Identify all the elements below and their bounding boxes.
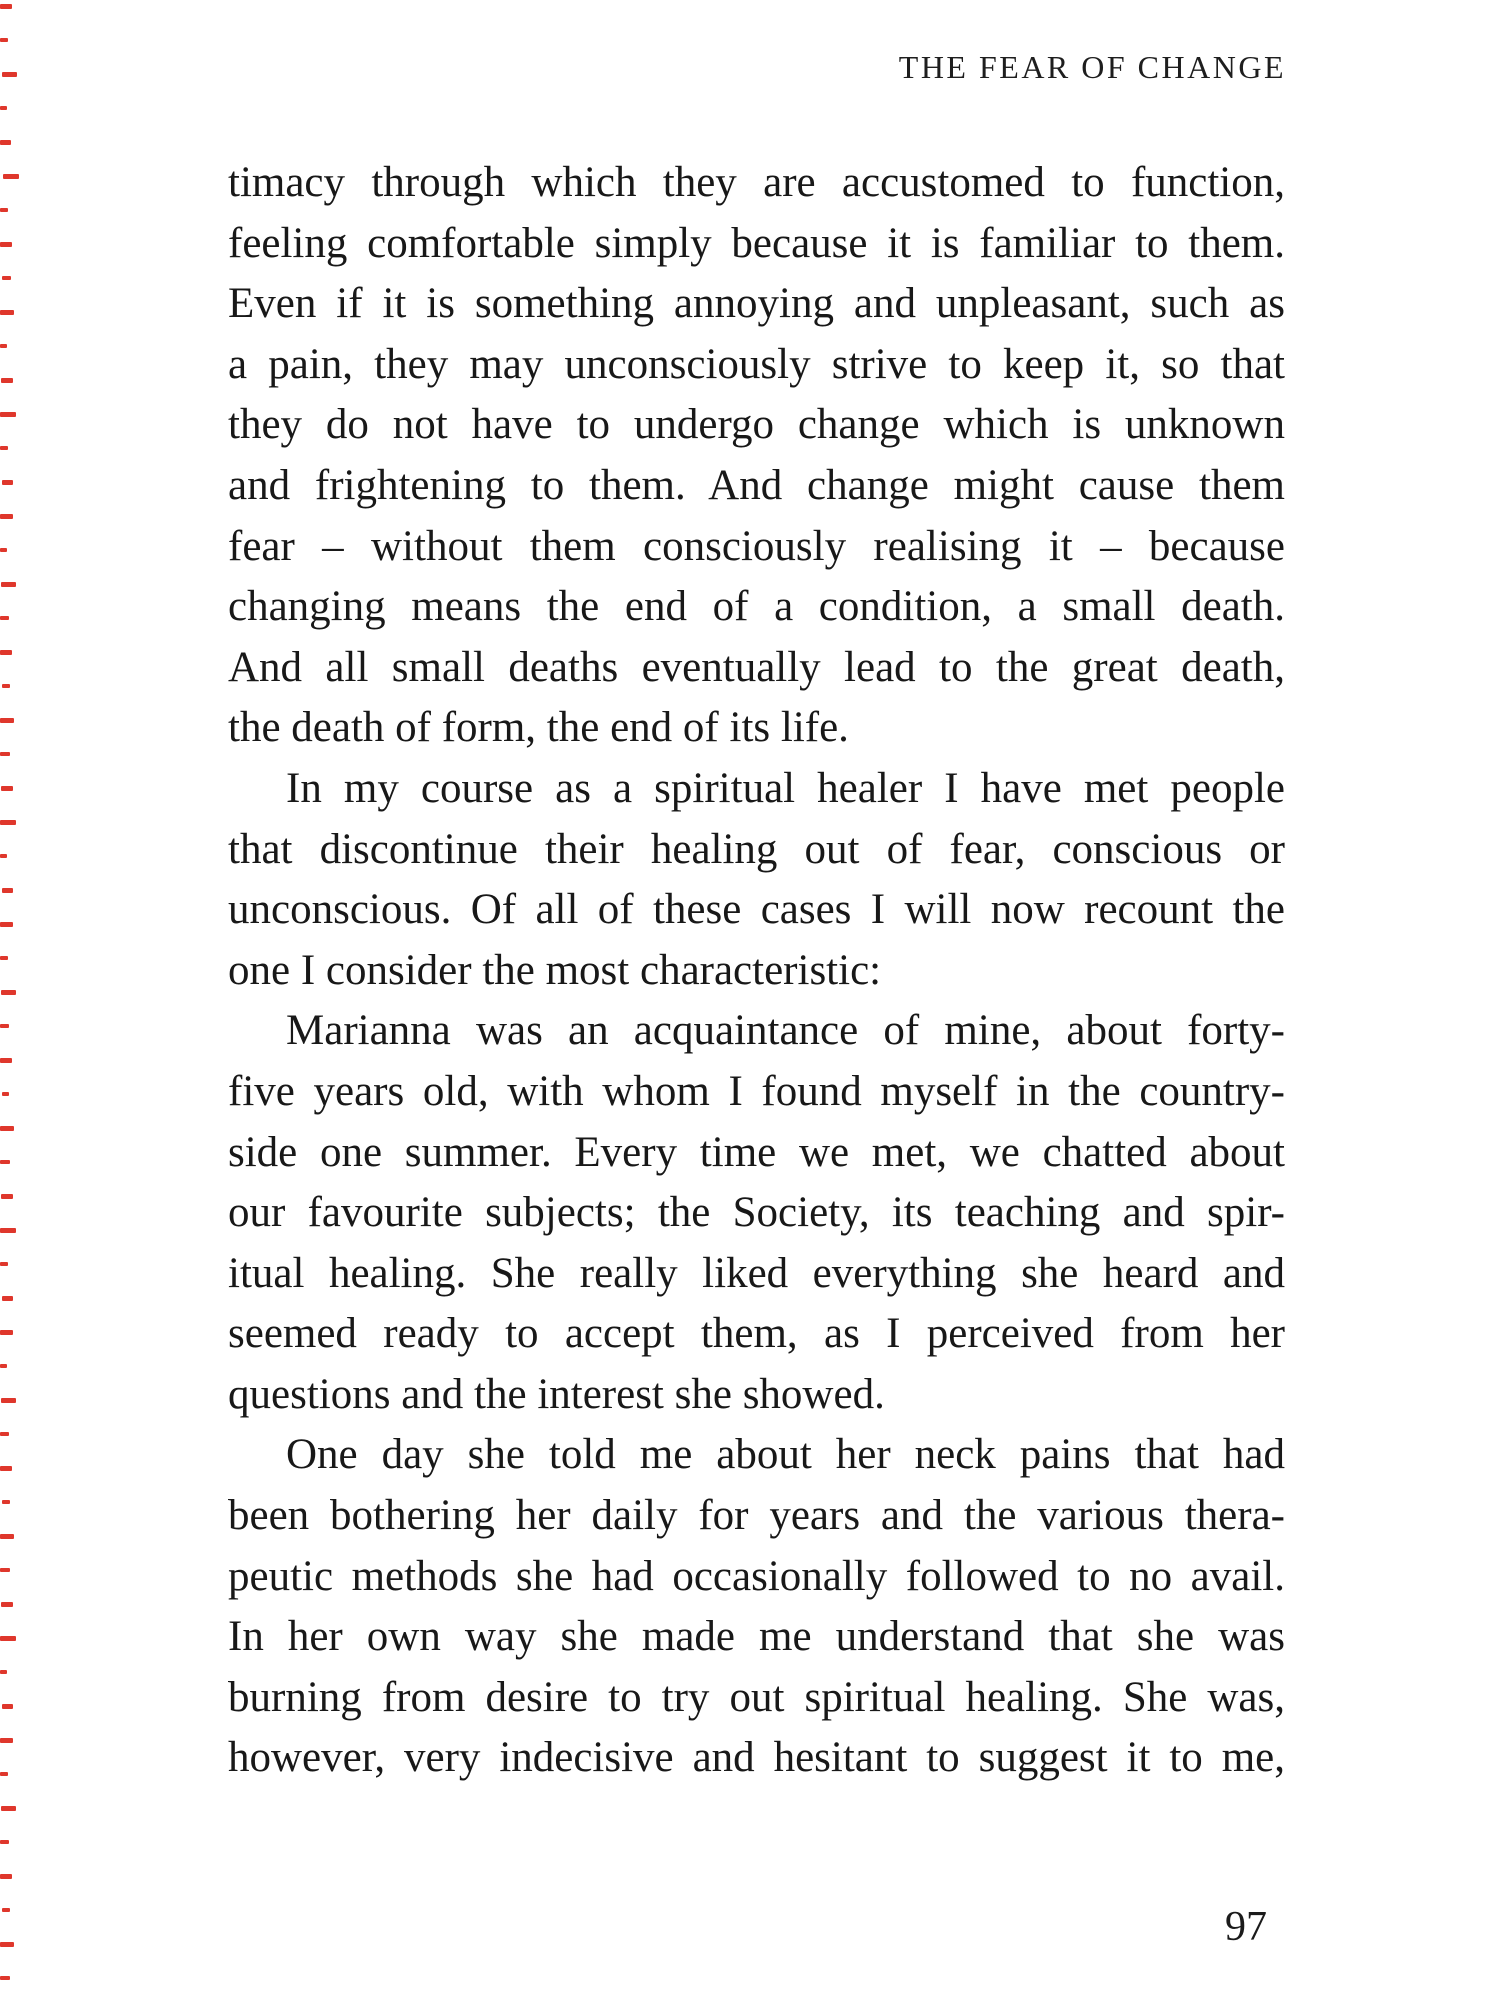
- red-edge-mark: [0, 1228, 16, 1233]
- red-edge-mark: [0, 1840, 9, 1844]
- text-line: a pain, they may unconsciously strive to keep it, so that: [228, 340, 1285, 388]
- red-edge-mark: [0, 1738, 13, 1743]
- red-edge-mark: [0, 1636, 16, 1641]
- red-edge-mark: [0, 650, 12, 655]
- text-line: In her own way she made me understand that she was: [228, 1613, 1285, 1661]
- text-line: feeling comfortable simply because it is familiar to them.: [228, 219, 1285, 267]
- red-edge-mark: [0, 1670, 7, 1674]
- red-edge-mark: [0, 208, 8, 212]
- text-line: itual healing. She really liked everything she heard and: [228, 1249, 1285, 1297]
- red-edge-mark: [0, 344, 7, 348]
- text-line: Marianna was an acquaintance of mine, about forty-: [286, 1007, 1285, 1055]
- text-line: one I consider the most characteristic:: [228, 946, 882, 994]
- red-edge-mark: [0, 1874, 12, 1879]
- text-line: questions and the interest she showed.: [228, 1370, 885, 1418]
- red-edge-mark: [2, 480, 13, 485]
- red-edge-mark: [2, 1908, 10, 1912]
- page-number: 97: [1225, 1904, 1267, 1950]
- red-edge-mark: [0, 922, 13, 927]
- red-edge-mark: [0, 1160, 10, 1164]
- red-edge-mark: [2, 1500, 10, 1504]
- red-edge-mark: [0, 514, 13, 519]
- running-header: THE FEAR OF CHANGE: [898, 49, 1286, 85]
- red-edge-mark: [2, 1296, 13, 1301]
- red-edge-mark: [2, 888, 13, 893]
- scan-edge-marks: [0, 0, 30, 2000]
- red-edge-mark: [0, 1942, 14, 1947]
- text-line: seemed ready to accept them, as I perceived from her: [228, 1310, 1285, 1358]
- text-line: been bothering her daily for years and the various thera-: [228, 1492, 1285, 1540]
- red-edge-mark: [0, 310, 14, 315]
- red-edge-mark: [0, 854, 7, 858]
- text-line: Even if it is something annoying and unpleasant, such as: [228, 280, 1285, 328]
- red-edge-mark: [0, 1126, 14, 1131]
- red-edge-mark: [0, 820, 16, 825]
- red-edge-mark: [0, 752, 10, 756]
- text-line: and frightening to them. And change might cause them: [228, 461, 1285, 509]
- red-edge-mark: [0, 1976, 10, 1980]
- red-edge-mark: [0, 242, 12, 247]
- red-edge-mark: [0, 4, 12, 9]
- text-line: One day she told me about her neck pains that had: [286, 1431, 1285, 1479]
- text-line: changing means the end of a condition, a small death.: [228, 583, 1285, 631]
- text-line: our favourite subjects; the Society, its teaching and spir-: [228, 1189, 1285, 1237]
- text-line: unconscious. Of all of these cases I will now recount the: [228, 886, 1285, 934]
- red-edge-mark: [0, 616, 9, 620]
- red-edge-mark: [1, 1602, 13, 1607]
- red-edge-mark: [1, 378, 13, 383]
- red-edge-mark: [0, 1058, 12, 1063]
- red-edge-mark: [0, 718, 14, 723]
- red-edge-mark: [1, 582, 16, 587]
- text-line: side one summer. Every time we met, we chatted about: [228, 1128, 1285, 1176]
- text-line: five years old, with whom I found myself in the country-: [228, 1067, 1285, 1115]
- text-line: timacy through which they are accustomed to function,: [228, 159, 1285, 206]
- text-line: And all small deaths eventually lead to the great death,: [228, 643, 1285, 691]
- red-edge-mark: [2, 684, 10, 688]
- red-edge-mark: [1, 1398, 16, 1403]
- text-line: burning from desire to try out spiritual healing. She was,: [228, 1673, 1285, 1721]
- red-edge-mark: [2, 1092, 9, 1096]
- text-line: peutic methods she had occasionally followed to no avail.: [228, 1552, 1285, 1600]
- red-edge-mark: [0, 1262, 8, 1266]
- red-edge-mark: [1, 990, 16, 995]
- text-line: the death of form, the end of its life.: [228, 704, 849, 752]
- text-line: however, very indecisive and hesitant to suggest it to me,: [228, 1734, 1285, 1782]
- red-edge-mark: [0, 548, 7, 552]
- red-edge-mark: [0, 106, 7, 110]
- red-edge-mark: [0, 1364, 7, 1368]
- text-line: fear – without them consciously realising it – because: [228, 522, 1285, 570]
- red-edge-mark: [0, 956, 8, 960]
- text-line: they do not have to undergo change which is unknown: [228, 401, 1285, 449]
- red-edge-mark: [0, 140, 11, 145]
- red-edge-mark: [0, 1432, 9, 1436]
- red-edge-mark: [0, 1330, 13, 1335]
- red-edge-mark: [0, 446, 8, 450]
- text-line: that discontinue their healing out of fear, conscious or: [228, 825, 1285, 873]
- red-edge-mark: [1, 1806, 16, 1811]
- red-edge-mark: [3, 174, 19, 179]
- red-edge-mark: [2, 1704, 13, 1709]
- red-edge-mark: [0, 1568, 10, 1572]
- red-edge-mark: [2, 276, 11, 280]
- red-edge-mark: [1, 786, 13, 791]
- body-text: [228, 153, 1285, 1789]
- red-edge-mark: [0, 1024, 9, 1028]
- red-edge-mark: [0, 1534, 14, 1539]
- red-edge-mark: [0, 1772, 8, 1776]
- red-edge-mark: [1, 1194, 13, 1199]
- red-edge-mark: [0, 38, 8, 42]
- red-edge-mark: [0, 412, 16, 417]
- red-edge-mark: [0, 1466, 12, 1471]
- text-line: In my course as a spiritual healer I have met people: [286, 764, 1285, 812]
